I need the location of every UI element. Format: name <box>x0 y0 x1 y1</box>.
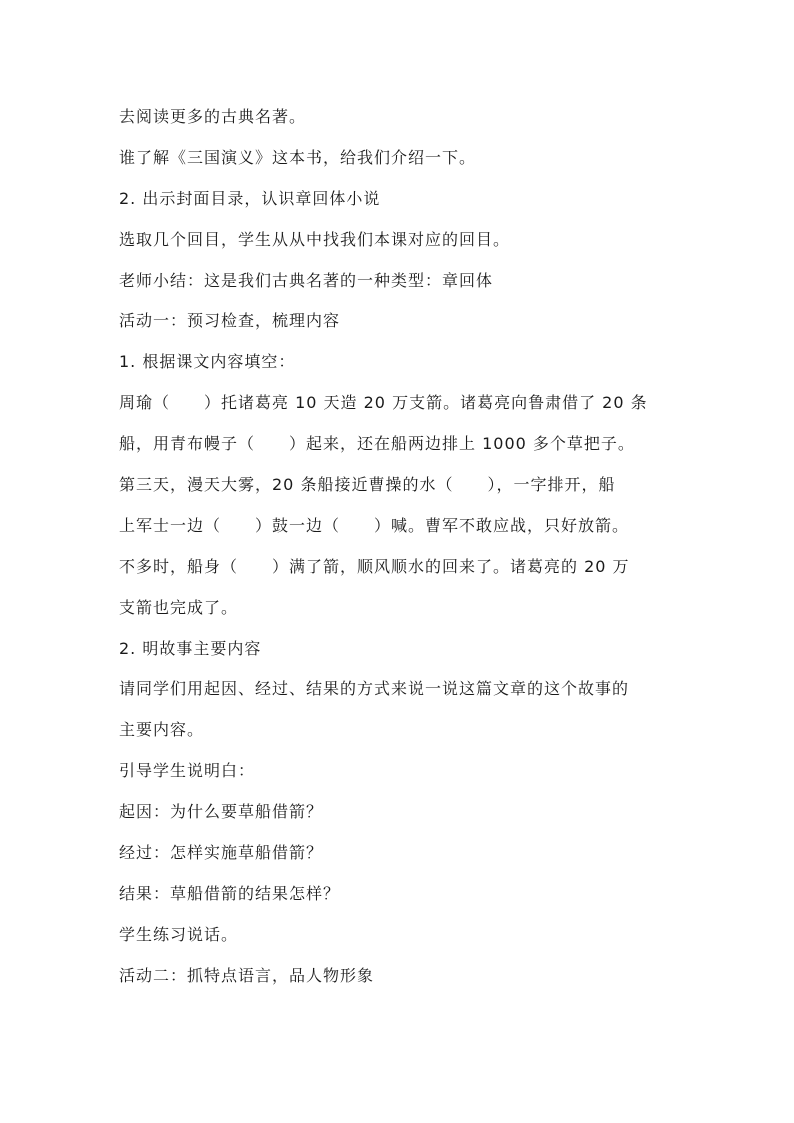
text-line: 请同学们用起因、经过、结果的方式来说一说这篇文章的这个故事的 <box>119 679 630 699</box>
text-line: 经过：怎样实施草船借箭？ <box>119 843 324 863</box>
activity-heading: 活动一：预习检查，梳理内容 <box>119 311 341 331</box>
text-line: 结果：草船借箭的结果怎样？ <box>119 883 341 903</box>
text-line: 引导学生说明白： <box>119 761 256 781</box>
text-line: 去阅读更多的古典名著。 <box>119 107 307 126</box>
section-heading: 2. 出示封面目录，认识章回体小说 <box>119 188 381 208</box>
fill-in-blank-line: 船，用青布幔子（ ）起来，还在船两边排上 1000 多个草把子。 <box>119 434 635 454</box>
text-line: 主要内容。 <box>119 720 205 740</box>
fill-in-blank-line: 支箭也完成了。 <box>119 597 239 617</box>
text-line: 谁了解《三国演义》这本书，给我们介绍一下。 <box>119 147 477 167</box>
text-line: 选取几个回目，学生从从中找我们本课对应的回目。 <box>119 229 511 249</box>
text-line: 老师小结：这是我们古典名著的一种类型：章回体 <box>119 270 494 290</box>
activity-heading: 活动二：抓特点语言，品人物形象 <box>119 965 375 985</box>
fill-in-blank-line: 第三天，漫天大雾，20 条船接近曹操的水（ ），一字排开，船 <box>119 475 616 495</box>
fill-in-blank-line: 不多时，船身（ ）满了箭，顺风顺水的回来了。诸葛亮的 20 万 <box>119 556 630 576</box>
fill-in-blank-line: 周瑜（ ）托诸葛亮 10 天造 20 万支箭。诸葛亮向鲁肃借了 20 条 <box>119 393 648 413</box>
fill-in-blank-line: 上军士一边（ ）鼓一边（ ）喊。曹军不敢应战，只好放箭。 <box>119 515 630 535</box>
document-body <box>119 97 689 997</box>
section-heading: 1. 根据课文内容填空： <box>119 352 296 372</box>
text-line: 学生练习说话。 <box>119 924 239 944</box>
section-heading: 2. 明故事主要内容 <box>119 638 262 658</box>
text-line: 起因：为什么要草船借箭？ <box>119 802 324 822</box>
